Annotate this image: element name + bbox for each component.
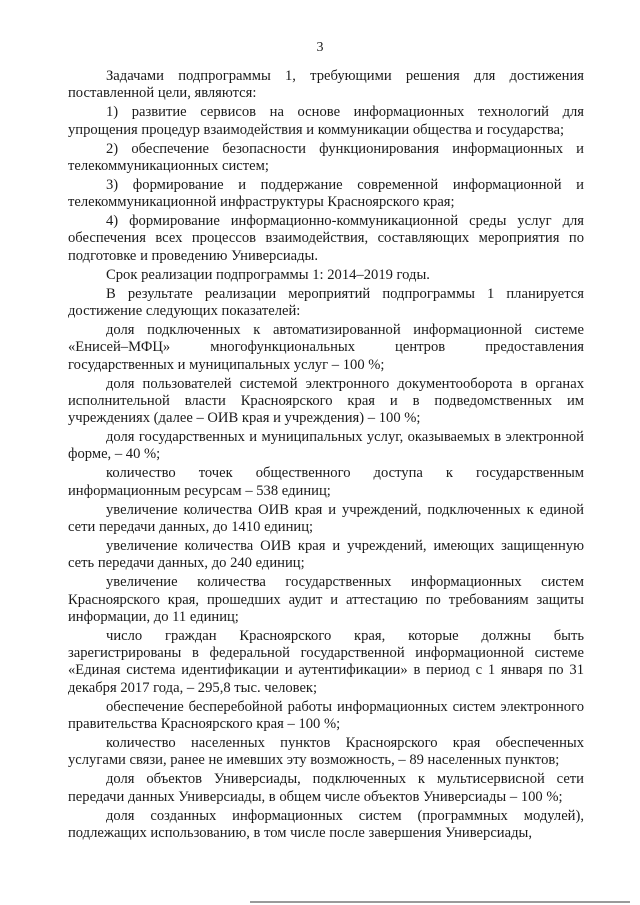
paragraph-indicator: доля пользователей системой электронного документооборота в органах исполнительной власти Красноярского края и в подведомственных им учреждениях (далее – ОИВ края и учреждения) – 100 %; <box>68 375 584 427</box>
paragraph-term: Срок реализации подпрограммы 1: 2014–2019 годы. <box>106 266 430 283</box>
paragraph-indicator: увеличение количества государственных информационных систем Красноярского края, прошедших аудит и аттестацию по требованиям защиты информации, до 11 единиц; <box>68 574 584 625</box>
paragraph-task-4: 4) формирование информационно-коммуникационной среды услуг для обеспечения всех процессов взаимодействия, составляющих мероприятия по подготовке и проведению Универсиады. <box>68 213 584 264</box>
paragraph-task-3: 3) формирование и поддержание современной информационной и телекоммуникационной инфраструктуры Красноярского края; <box>68 176 584 211</box>
paragraph-indicator: увеличение количества ОИВ края и учреждений, подключенных к единой сети передачи данных, до 1410 единиц; <box>68 501 584 535</box>
paragraph-indicator: увеличение количества ОИВ края и учреждений, имеющих защищенную сеть передачи данных, до 240 единиц; <box>68 537 584 572</box>
paragraph-indicator: доля государственных и муниципальных услуг, оказываемых в электронной форме, – 40 %; <box>68 429 584 463</box>
paragraph-indicator: обеспечение бесперебойной работы информационных систем электронного правительства Красноярского края – 100 %; <box>68 698 584 732</box>
paragraph-indicator: доля объектов Универсиады, подключенных к мультисервисной сети передачи данных Универсиады, в общем числе объектов Универсиады – 100 %; <box>68 771 584 805</box>
page-number: 3 <box>316 40 324 55</box>
paragraph-indicator: число граждан Красноярского края, которые должны быть зарегистрированы в федеральной государственной информационной системе «Единая система идентификации и аутентификации» в период с 1 января по 31 декабря 2017 года, – 295,8 тыс. человек; <box>68 627 584 696</box>
paragraph-indicator: количество точек общественного доступа к государственным информационным ресурсам – 538 единиц; <box>68 465 584 499</box>
paragraph-results-intro: В результате реализации мероприятий подпрограммы 1 планируется достижение следующих показателей: <box>68 285 584 319</box>
paragraph-indicator: доля созданных информационных систем (программных модулей), подлежащих использованию, в том числе после завершения Универсиады, <box>68 807 584 841</box>
paragraph-task-1: 1) развитие сервисов на основе информационных технологий для упрощения процедур взаимодействия и коммуникации общества и государства; <box>68 104 584 138</box>
document-body <box>68 68 584 844</box>
paragraph-tasks-intro: Задачами подпрограммы 1, требующими решения для достижения поставленной цели, являются: <box>68 68 584 102</box>
paragraph-task-2: 2) обеспечение безопасности функционирования информационных и телекоммуникационных систем; <box>68 140 584 174</box>
paragraph-indicator: доля подключенных к автоматизированной информационной системе «Енисей–МФЦ» многофункциональных центров предоставления государственных и муниципальных услуг – 100 %; <box>68 321 584 373</box>
paragraph-indicator: количество населенных пунктов Красноярского края обеспеченных услугами связи, ранее не имевших эту возможность, – 89 населенных пунктов; <box>68 734 584 769</box>
page-edge-divider <box>250 901 630 903</box>
